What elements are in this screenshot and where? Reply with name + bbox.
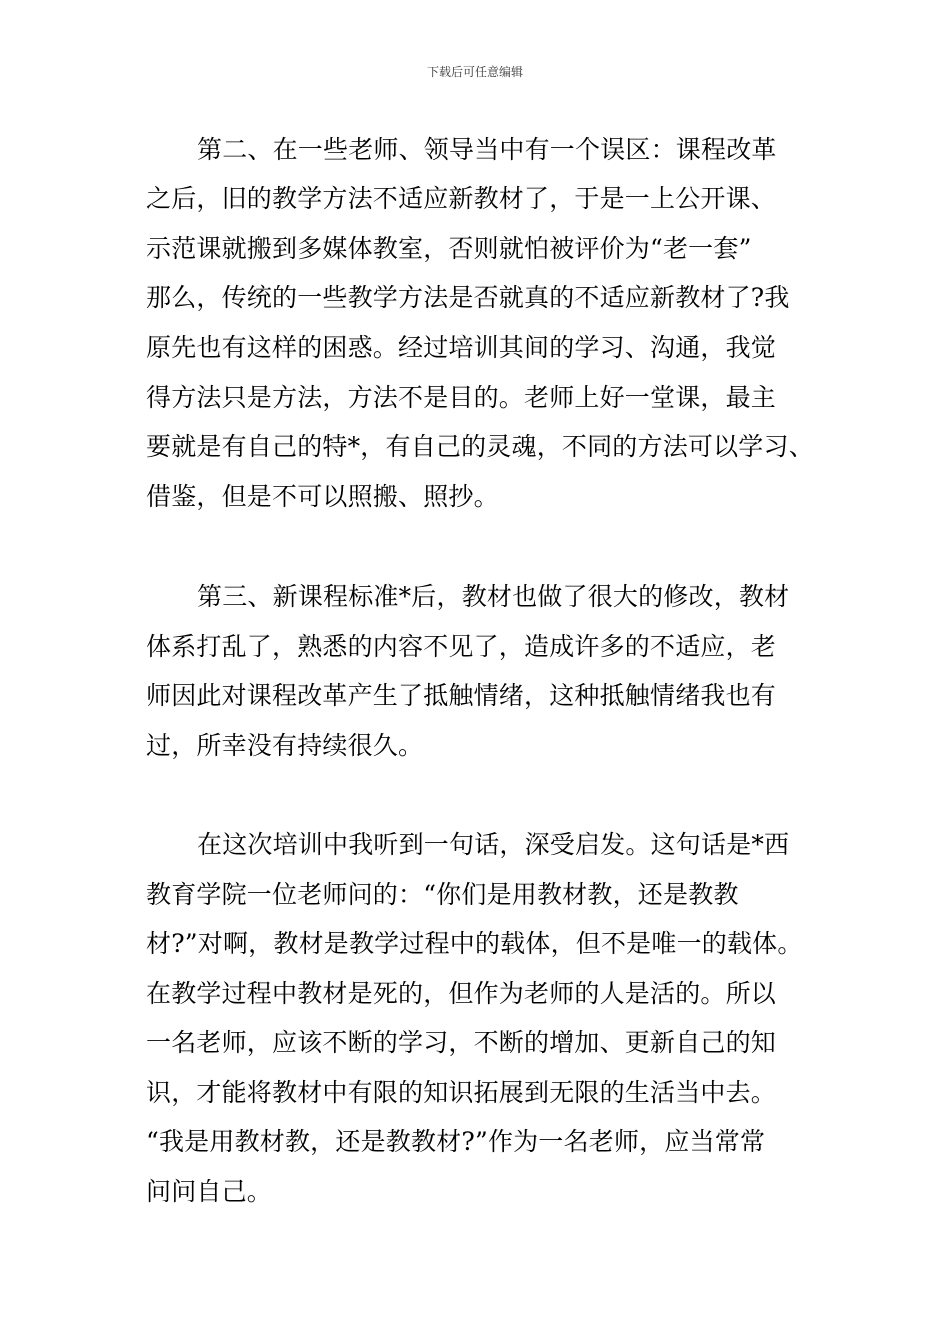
paragraph-3-line-6: 识，才能将教材中有限的知识拓展到无限的生活当中去。 <box>146 1078 777 1107</box>
paragraph-3-line-8: 问问自己。 <box>146 1177 273 1206</box>
paragraph-2-line-3: 师因此对课程改革产生了抵触情绪，这种抵触情绪我也有 <box>146 681 777 710</box>
paragraph-3-line-1: 在这次培训中我听到一句话，深受启发。这句话是*西 <box>197 830 790 859</box>
paragraph-2-line-2: 体系打乱了，熟悉的内容不见了，造成许多的不适应，老 <box>146 632 777 661</box>
paragraph-1-line-8: 借鉴，但是不可以照搬、照抄。 <box>146 482 499 511</box>
paragraph-3-line-2: 教育学院一位老师问的：“你们是用教材教，还是教教 <box>146 880 739 909</box>
paragraph-1-line-7: 要就是有自己的特*，有自己的灵魂，不同的方法可以学习、 <box>146 432 814 461</box>
paragraph-1-line-5: 原先也有这样的困惑。经过培训其间的学习、沟通，我觉 <box>146 333 777 362</box>
paragraph-1-line-4: 那么，传统的一些教学方法是否就真的不适应新教材了?我 <box>146 283 790 312</box>
paragraph-1-line-6: 得方法只是方法，方法不是目的。老师上好一堂课，最主 <box>146 383 777 412</box>
paragraph-1-line-2: 之后，旧的教学方法不适应新教材了，于是一上公开课、 <box>146 184 777 213</box>
paragraph-3-line-4: 在教学过程中教材是死的，但作为老师的人是活的。所以 <box>146 979 777 1008</box>
paragraph-2-line-1: 第三、新课程标准*后，教材也做了很大的修改，教材 <box>197 582 790 611</box>
page-header: 下载后可任意编辑 <box>426 65 523 79</box>
paragraph-2-line-4: 过，所幸没有持续很久。 <box>146 731 424 760</box>
paragraph-3-line-3: 材?”对啊，教材是教学过程中的载体，但不是唯一的载体。 <box>146 929 803 958</box>
paragraph-1-line-1: 第二、在一些老师、领导当中有一个误区：课程改革 <box>197 135 777 164</box>
paragraph-3-line-7: “我是用教材教，还是教教材?”作为一名老师，应当常常 <box>146 1127 766 1156</box>
paragraph-3-line-5: 一名老师，应该不断的学习，不断的增加、更新自己的知 <box>146 1028 777 1057</box>
paragraph-1-line-3: 示范课就搬到多媒体教室，否则就怕被评价为“老一套” <box>146 234 752 263</box>
